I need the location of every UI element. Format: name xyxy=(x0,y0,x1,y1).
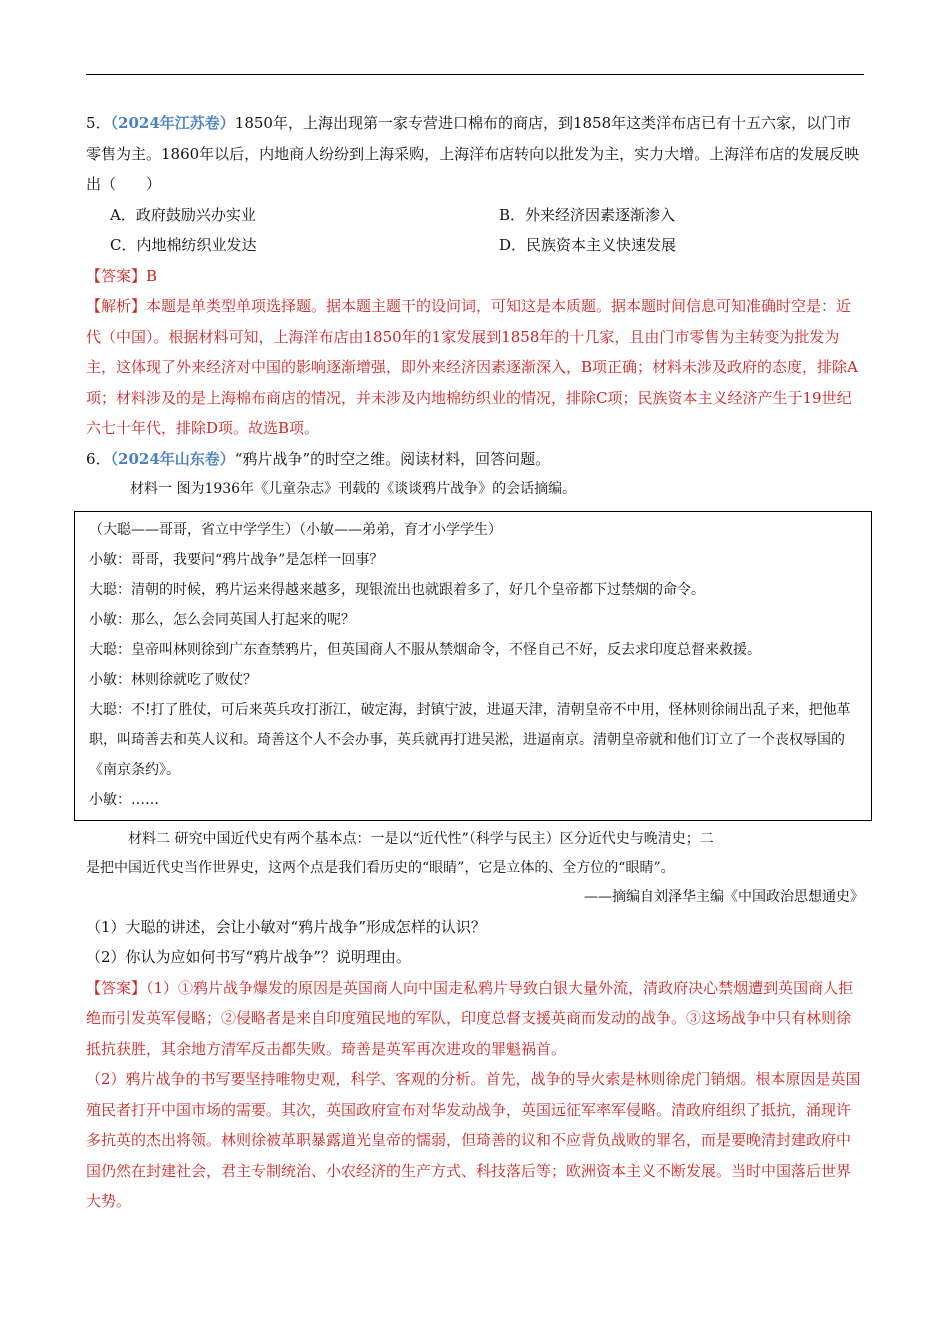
dialog-line: 小敏：林则徐就吃了败仗？ xyxy=(89,671,257,688)
options-row-1 xyxy=(86,200,864,231)
analysis-text: 本题是单类型单项选择题。据本题主题干的设问词，可知这是本质题。据本题时间信息可知准确时空是：近代（中国）。根据材料可知，上海洋布店由1850年的1家发展到1858年的十几家，且由门市零售为主转变为批发为主，这体现了外来经济对中国的影响逐渐增强，即外来经济因素逐渐深入，B项正确；材料未涉及政府的态度，排除A项；材料涉及的是上海棉布商店的情况，并未涉及内地棉纺织业的情况，排除C项；民族资本主义经济产生于19世纪六七十年代，排除D项。故选B项。 xyxy=(86,297,858,437)
question-5 xyxy=(86,108,864,444)
dialog-box xyxy=(74,511,872,821)
material-1-intro: 材料一 图为1936年《儿童杂志》刊载的《谈谈鸦片战争》的会话摘编。 xyxy=(130,481,577,497)
question-text: 1850年，上海出现第一家专营进口棉布的商店，到1858年这类洋布店已有十五六家，以门市零售为主。1860年以后，内地商人纷纷到上海采购，上海洋布店转向以批发为主，实力大增。上海洋布店的发展反映出（ ） xyxy=(86,114,860,193)
question-5-stem xyxy=(86,108,864,200)
answer-line xyxy=(86,261,864,292)
answer-value: B xyxy=(146,266,158,285)
dialog-line: 大聪：不!打了胜仗，可后来英兵攻打浙江，破定海，封镇宁波，进逼天津，清朝皇帝不中用，怪林则徐闹出乱子来，把他革职，叫琦善去和英人议和。琦善这个人不会办事，英兵就再打进吴淞，进逼南京。清朝皇帝就和他们订立了一个丧权辱国的《南京条约》。 xyxy=(89,701,851,778)
document-body xyxy=(86,108,864,1217)
dialog-line: 大聪：皇帝叫林则徐到广东查禁鸦片，但英国商人不服从禁烟命令，不怪自己不好，反去求印度总督来救援。 xyxy=(89,641,761,658)
dialog-line: 小敏：…… xyxy=(89,791,159,808)
answer-text-1: （1）①鸦片战争爆发的原因是英国商人向中国走私鸦片导致白银大量外流，清政府决心禁烟遭到英国商人拒绝而引发英军侵略；②侵略者是来自印度殖民地的军队，印度总督支援英商而发动的战争。③这场战争中只有林则徐抵抗获胜，其余地方清军反击都失败。琦善是英军再次进攻的罪魁祸首。 xyxy=(86,978,854,1058)
answer-part-1 xyxy=(86,973,864,1065)
option-b: B．外来经济因素逐渐渗入 xyxy=(499,205,676,224)
analysis-paragraph xyxy=(86,291,864,444)
question-6-stem xyxy=(86,444,864,475)
option-d: D．民族资本主义快速发展 xyxy=(499,236,677,254)
question-6 xyxy=(86,444,864,1217)
question-number: 5． xyxy=(86,114,111,132)
dialog-line: （大聪——哥哥，省立中学学生）（小敏——弟弟，育才小学学生） xyxy=(89,521,502,538)
option-c: C．内地棉纺织业发达 xyxy=(110,236,257,254)
sub-question-2: （2）你认为应如何书写“鸦片战争”？说明理由。 xyxy=(86,948,411,966)
header-rule xyxy=(86,74,864,75)
answer-label: 【答案】 xyxy=(86,978,147,997)
option-a: A．政府鼓励兴办实业 xyxy=(110,205,256,224)
question-text: “鸦片战争”的时空之维。阅读材料，回答问题。 xyxy=(234,449,551,468)
answer-label: 【答案】 xyxy=(86,266,147,285)
sub-question-1: （1）大聪的讲述，会让小敏对“鸦片战争”形成怎样的认识？ xyxy=(86,917,486,936)
dialog-line: 小敏：那么，怎么会同英国人打起来的呢？ xyxy=(89,611,355,628)
dialog-line: 大聪：清朝的时候，鸦片运来得越来越多，现银流出也就跟着多了，好几个皇帝都下过禁烟的命令。 xyxy=(89,581,705,598)
answer-part-2: （2）鸦片战争的书写要坚持唯物史观，科学、客观的分析。首先，战争的导火索是林则徐虎门销烟。根本原因是英国殖民者打开中国市场的需要。其次，英国政府宣布对华发动战争，英国远征军率军侵略。清政府组织了抵抗，涌现许多抗英的杰出将领。林则徐被革职暴露道光皇帝的懦弱，但琦善的议和不应背负战败的罪名，而是要晚清封建政府中国仍然在封建社会，君主专制统治、小农经济的生产方式、科技落后等；欧洲资本主义不断发展。当时中国落后世界大势。 xyxy=(86,1070,861,1210)
dialog-line: 小敏：哥哥，我要问“鸦片战争”是怎样一回事？ xyxy=(89,551,384,568)
citation: ——摘编自刘泽华主编《中国政治思想通史》 xyxy=(584,888,864,905)
question-number: 6． xyxy=(86,449,111,468)
material-2-line-2: 是把中国近代史当作世界史，这两个点是我们看历史的“眼睛”，它是立体的、全方位的“眼睛”。 xyxy=(86,859,675,876)
material-2-line-1: 材料二 研究中国近代史有两个基本点：一是以“近代性”（科学与民主）区分近代史与晚清史；二 xyxy=(128,830,714,847)
question-source: （2024年江苏卷） xyxy=(110,114,235,132)
question-source: （2024年山东卷） xyxy=(110,449,235,468)
options-row-2 xyxy=(86,230,864,261)
analysis-label: 【解析】 xyxy=(86,297,147,315)
